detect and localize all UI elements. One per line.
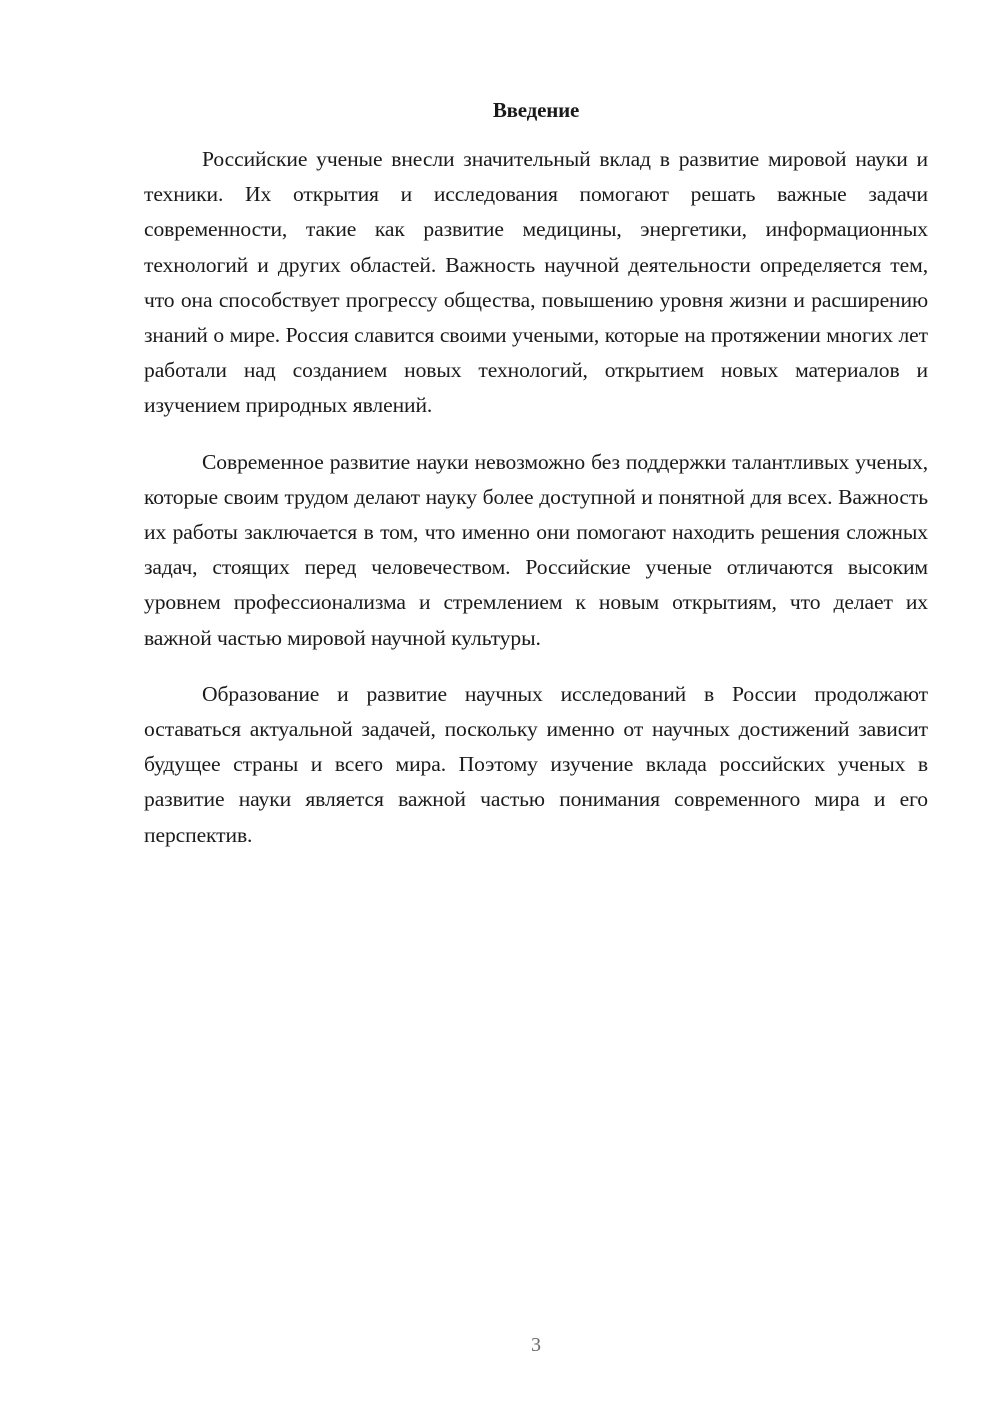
page-number: 3 bbox=[531, 1334, 541, 1356]
paragraph-2: Современное развитие науки невозможно без поддержки талантливых ученых, которые своим трудом делают науку более доступной и понятной для всех. Важность их работы заключается в том, что именно они помогают находить решения сложных задач, стоящих перед человечеством. Российские ученые отличаются высоким уровнем профессионализма и стремлением к новым открытиям, что делает их важной частью мировой научной культуры. bbox=[144, 449, 928, 650]
body-text bbox=[144, 142, 928, 853]
section-heading: Введение bbox=[492, 98, 580, 122]
paragraph-1: Российские ученые внесли значительный вклад в развитие мировой науки и техники. Их открытия и исследования помогают решать важные задачи современности, такие как развитие медицины, энергетики, информационных технологий и других областей. Важность научной деятельности определяется тем, что она способствует прогрессу общества, повышению уровня жизни и расширению знаний о мире. Россия славится своими учеными, которые на протяжении многих лет работали над созданием новых технологий, открытием новых материалов и изучением природных явлений. bbox=[144, 147, 928, 418]
paragraph-3: Образование и развитие научных исследований в России продолжают оставаться актуальной задачей, поскольку именно от научных достижений зависит будущее страны и всего мира. Поэтому изучение вклада российских ученых в развитие науки является важной частью понимания современного мира и его перспектив. bbox=[144, 681, 928, 847]
